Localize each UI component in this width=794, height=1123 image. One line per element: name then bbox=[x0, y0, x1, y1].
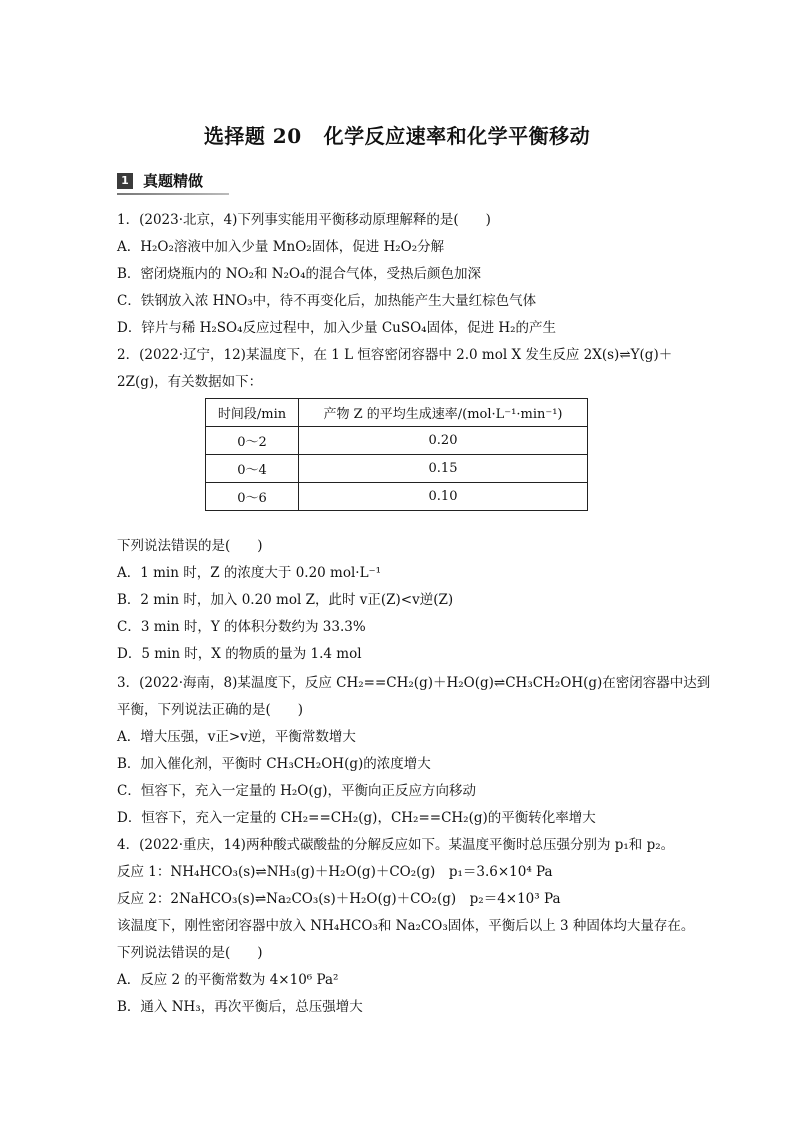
section-badge-icon: 1 bbox=[117, 173, 133, 189]
q3-option-a: A．增大压强，v正>v逆，平衡常数增大 bbox=[117, 729, 356, 745]
section-label: 真题精做 bbox=[143, 172, 204, 190]
q3-option-b: B．加入催化剂，平衡时 CH₃CH₂OH(g)的浓度增大 bbox=[117, 756, 431, 772]
q1-stem: 1．(2023·北京，4)下列事实能用平衡移动原理解释的是( ) bbox=[117, 212, 491, 228]
table-cell: 0～4 bbox=[206, 455, 299, 483]
table-row bbox=[206, 427, 588, 455]
q2-option-a: A．1 min 时，Z 的浓度大于 0.20 mol·L⁻¹ bbox=[117, 565, 382, 581]
section-header bbox=[117, 170, 225, 194]
table-cell: 0～6 bbox=[206, 483, 299, 511]
table-cell: 0.20 bbox=[299, 427, 588, 455]
table-row bbox=[206, 483, 588, 511]
table-header-row bbox=[206, 399, 588, 427]
table-cell: 0～2 bbox=[206, 427, 299, 455]
q1-option-b: B．密闭烧瓶内的 NO₂和 N₂O₄的混合气体，受热后颜色加深 bbox=[117, 266, 481, 282]
q4-stem: 4．(2022·重庆，14)两种酸式碳酸盐的分解反应如下。某温度平衡时总压强分别为 p₁和 p₂。 bbox=[117, 837, 675, 853]
table-row bbox=[206, 455, 588, 483]
title-topic: 化学反应速率和化学平衡移动 bbox=[323, 124, 591, 148]
table-cell: 0.10 bbox=[299, 483, 588, 511]
q2-data-table bbox=[205, 398, 588, 511]
q4-option-a: A．反应 2 的平衡常数为 4×10⁶ Pa² bbox=[117, 972, 339, 988]
q4-condition: 该温度下，刚性密闭容器中放入 NH₄HCO₃和 Na₂CO₃固体，平衡后以上 3 种固体均大量存在。 bbox=[117, 918, 695, 934]
q3-option-c: C．恒容下，充入一定量的 H₂O(g)，平衡向正反应方向移动 bbox=[117, 783, 477, 799]
q1-option-d: D．锌片与稀 H₂SO₄反应过程中，加入少量 CuSO₄固体，促进 H₂的产生 bbox=[117, 320, 557, 336]
q1-option-c: C．铁钢放入浓 HNO₃中，待不再变化后，加热能产生大量红棕色气体 bbox=[117, 293, 537, 309]
q2-option-d: D．5 min 时，X 的物质的量为 1.4 mol bbox=[117, 646, 362, 662]
table-header-cell: 时间段/min bbox=[206, 399, 299, 427]
title-number: 选择题 20 bbox=[203, 124, 302, 148]
q4-reaction-2: 反应 2：2NaHCO₃(s)⇌Na₂CO₃(s)＋H₂O(g)＋CO₂(g) p₂＝4×10³ Pa bbox=[117, 891, 561, 907]
q3-option-d: D．恒容下，充入一定量的 CH₂==CH₂(g)，CH₂==CH₂(g)的平衡转化率增大 bbox=[117, 810, 596, 826]
page-title bbox=[0, 120, 794, 149]
table-cell: 0.15 bbox=[299, 455, 588, 483]
q4-prompt: 下列说法错误的是( ) bbox=[117, 945, 263, 961]
q2-prompt: 下列说法错误的是( ) bbox=[117, 538, 263, 554]
q4-reaction-1: 反应 1：NH₄HCO₃(s)⇌NH₃(g)＋H₂O(g)＋CO₂(g) p₁＝3.6×10⁴ Pa bbox=[117, 864, 553, 880]
q2-stem-line1: 2．(2022·辽宁，12)某温度下，在 1 L 恒容密闭容器中 2.0 mol X 发生反应 2X(s)⇌Y(g)＋ bbox=[117, 347, 673, 363]
q3-stem-line2: 平衡，下列说法正确的是( ) bbox=[117, 702, 304, 718]
section-underline bbox=[117, 193, 229, 195]
table-header-cell: 产物 Z 的平均生成速率/(mol·L⁻¹·min⁻¹) bbox=[299, 399, 588, 427]
q2-option-c: C．3 min 时，Y 的体积分数约为 33.3% bbox=[117, 619, 366, 635]
q1-option-a: A．H₂O₂溶液中加入少量 MnO₂固体，促进 H₂O₂分解 bbox=[117, 239, 445, 255]
q3-stem-line1: 3．(2022·海南，8)某温度下，反应 CH₂==CH₂(g)＋H₂O(g)⇌CH₃CH₂OH(g)在密闭容器中达到 bbox=[117, 675, 711, 691]
q2-stem-line2: 2Z(g)，有关数据如下： bbox=[117, 374, 263, 390]
q2-option-b: B．2 min 时，加入 0.20 mol Z，此时 v正(Z)<v逆(Z) bbox=[117, 592, 454, 608]
q4-option-b: B．通入 NH₃，再次平衡后，总压强增大 bbox=[117, 999, 363, 1015]
